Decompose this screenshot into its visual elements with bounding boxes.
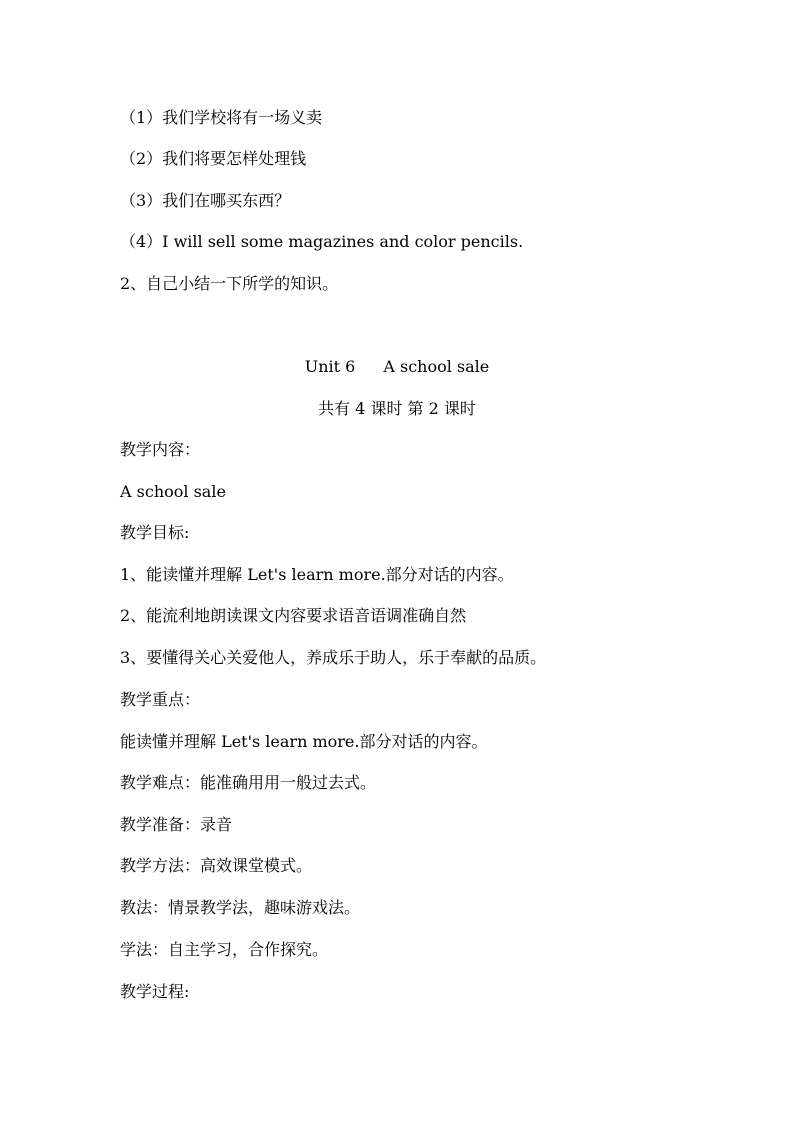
section-keypoints-heading: 教学重点： [120,690,201,709]
keypoints-text: 能读懂并理解 Let's learn more.部分对话的内容。 [120,732,488,751]
process-heading: 教学过程: [120,982,190,1001]
difficulty-line: 教学难点：能准确用用一般过去式。 [120,773,377,792]
preparation-line: 教学准备：录音 [120,815,233,834]
unit-topic: A school sale [383,357,490,376]
section-objectives-heading: 教学目标: [120,523,190,542]
list-item-4: （4）I will sell some magazines and color pencils. [120,232,524,251]
list-item-2: （2）我们将要怎样处理钱 [120,149,307,168]
learning-method-line: 学法：自主学习，合作探究。 [120,940,329,959]
section-content-text: A school sale [120,482,226,501]
method-line: 教学方法：高效课堂模式。 [120,856,313,875]
period-info: 共有 4 课时 第 2 课时 [318,399,476,418]
objective-2: 2、能流利地朗读课文内容要求语音语调准确自然 [120,606,467,625]
summary-line: 2、自己小结一下所学的知识。 [120,274,339,293]
unit-number: Unit 6 [304,357,356,376]
teaching-method-line: 教法：情景教学法，趣味游戏法。 [120,898,361,917]
section-content-heading: 教学内容： [120,440,201,459]
objective-1: 1、能读懂并理解 Let's learn more.部分对话的内容。 [120,565,514,584]
objective-3: 3、要懂得关心关爱他人，养成乐于助人，乐于奉献的品质。 [120,648,547,667]
unit-title [0,357,794,377]
list-item-1: （1）我们学校将有一场义卖 [120,108,323,127]
list-item-3: （3）我们在哪买东西？ [120,191,291,210]
